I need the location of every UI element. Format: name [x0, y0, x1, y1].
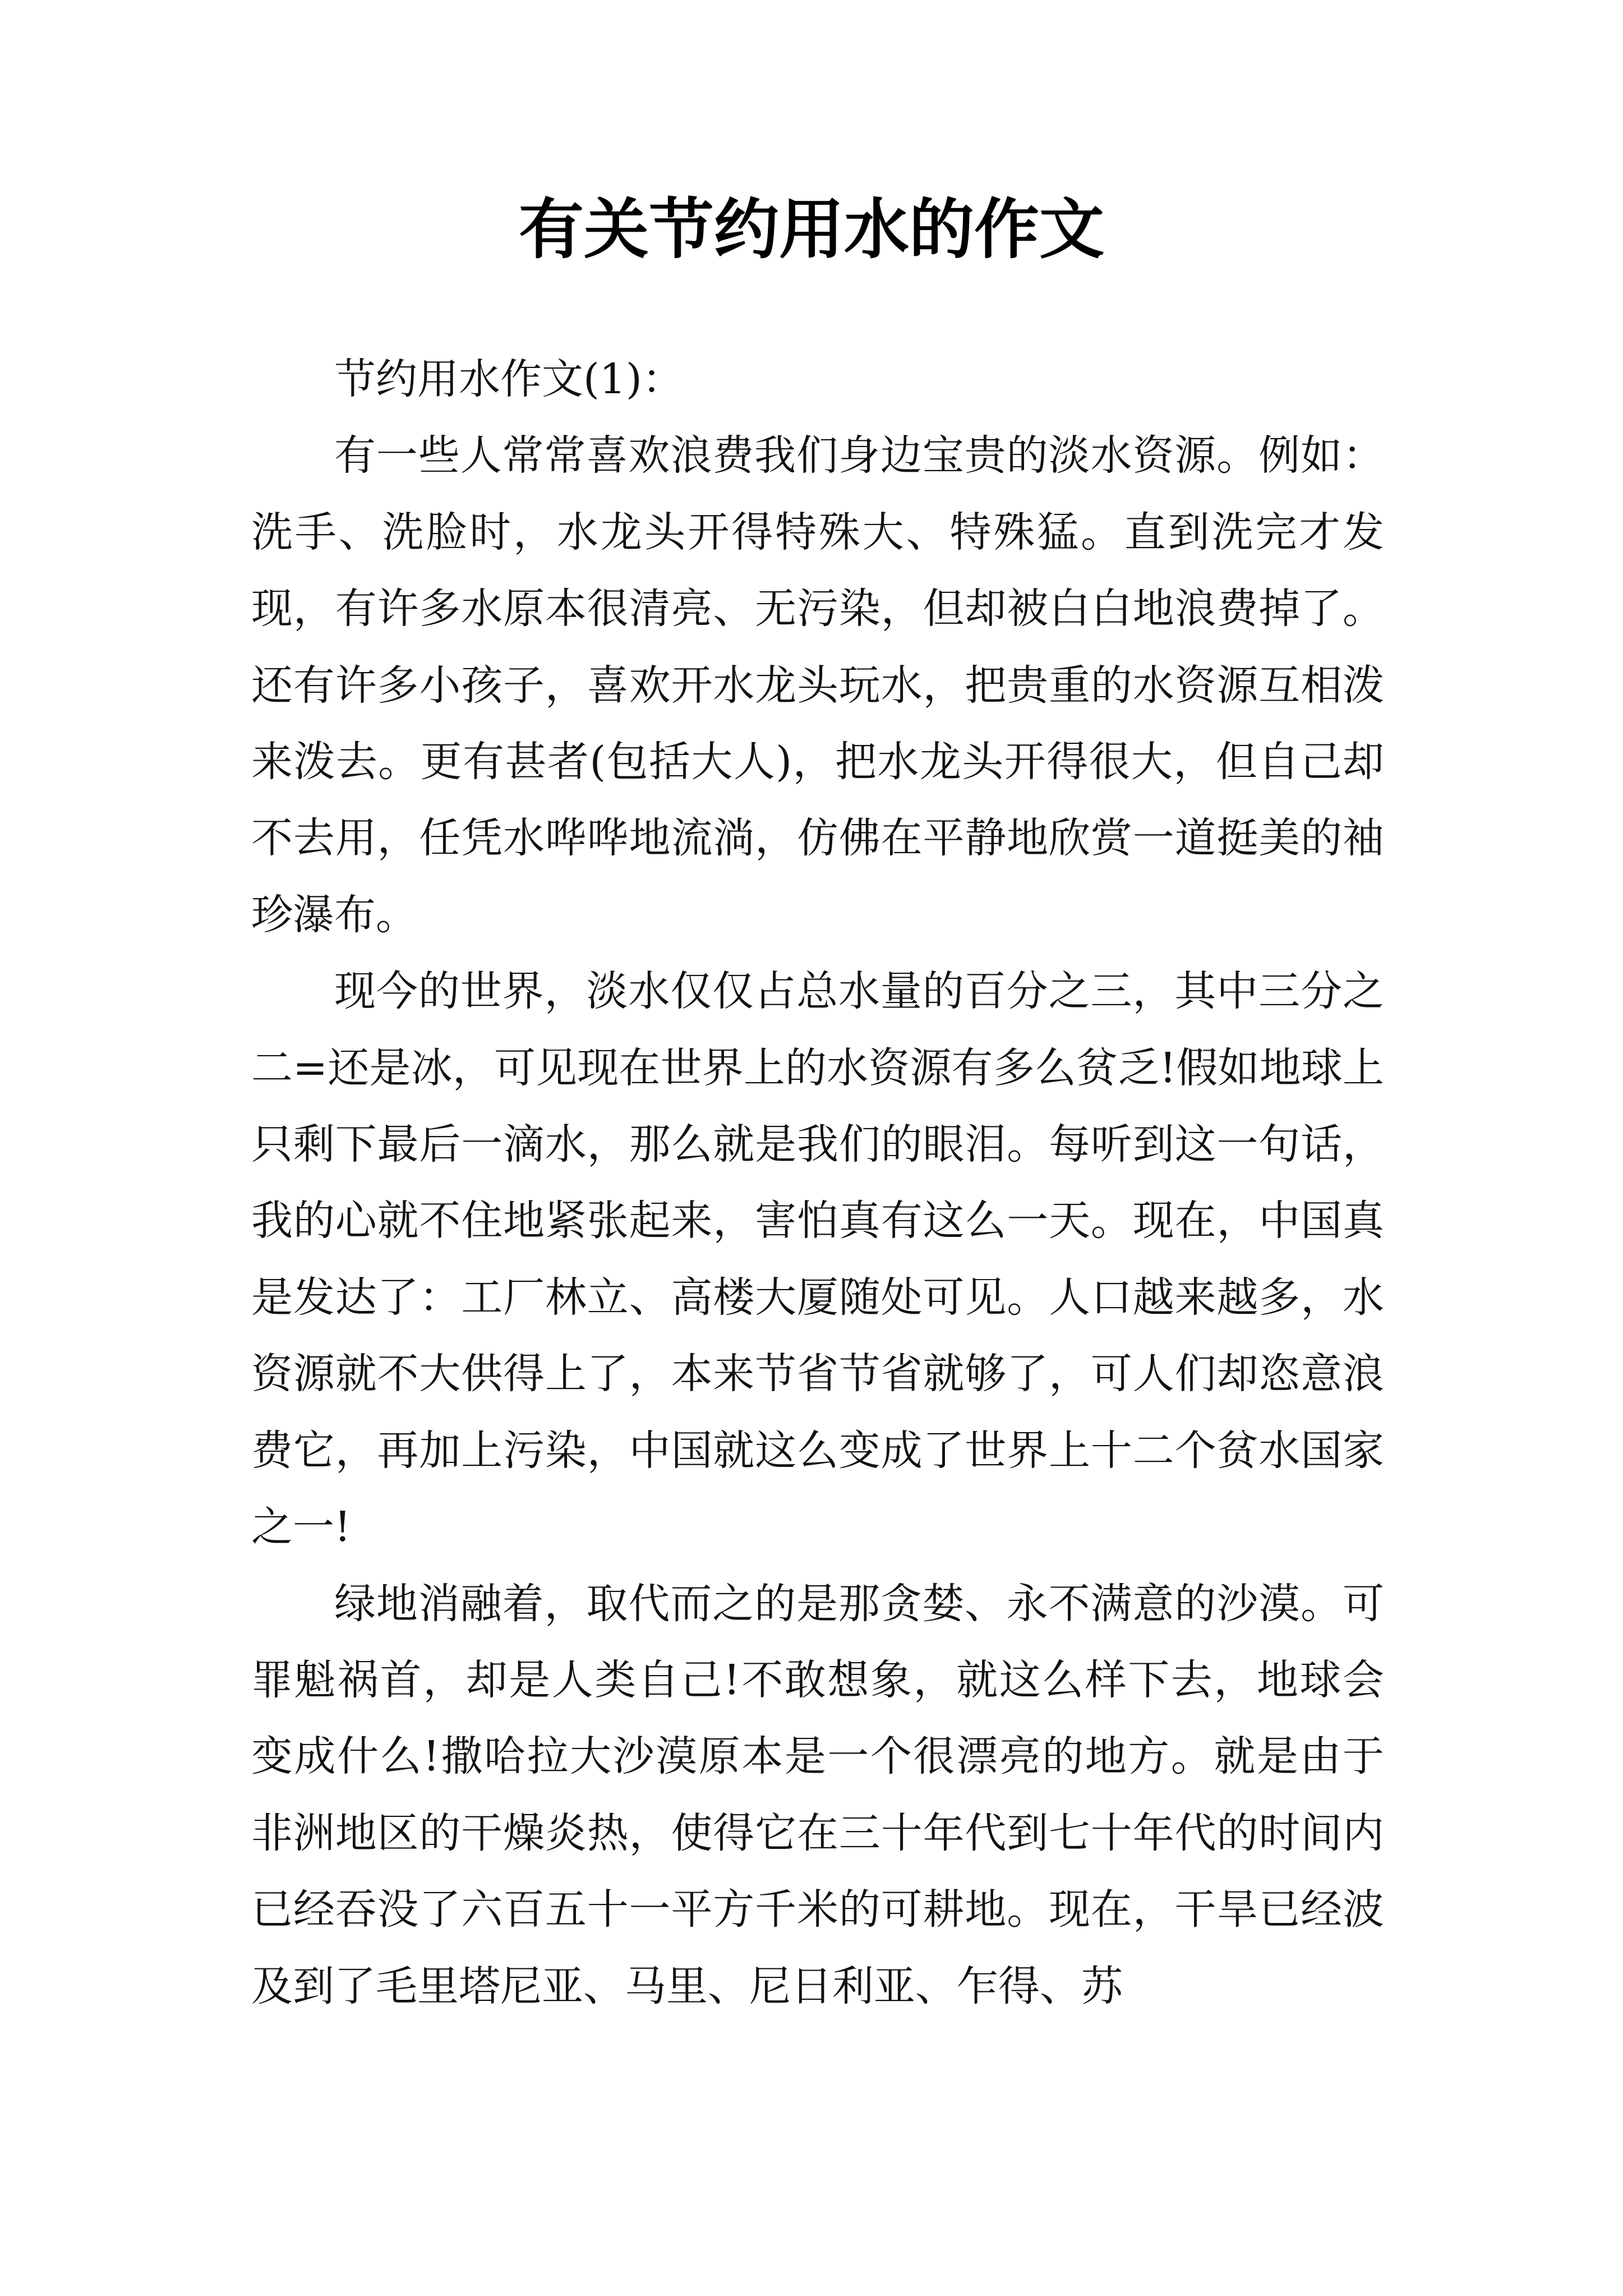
essay-heading: 节约用水作文(1)： [334, 355, 684, 403]
paragraph-2: 现今的世界，淡水仅仅占总水量的百分之三，其中三分之二=还是冰，可见现在世界上的水资源有多么贫乏!假如地球上只剩下最后一滴水，那么就是我们的眼泪。每听到这一句话，我的心就不住地紧张起来，害怕真有这么一天。现在，中国真是发达了：工厂林立、高楼大厦随处可见。人口越来越多，水资源就不大供得上了，本来节省节省就够了，可人们却恣意浪费它，再加上污染，中国就这么变成了世界上十二个贫水国家之一! [251, 967, 1384, 1552]
document-body [251, 341, 1384, 2024]
paragraph-1: 有一些人常常喜欢浪费我们身边宝贵的淡水资源。例如：洗手、洗脸时，水龙头开得特殊大、特殊猛。直到洗完才发现，有许多水原本很清亮、无污染，但却被白白地浪费掉了。还有许多小孩子，喜欢开水龙头玩水，把贵重的水资源互相泼来泼去。更有甚者(包括大人)，把水龙头开得很大，但自己却不去用，任凭水哗哗地流淌，仿佛在平静地欣赏一道挺美的袖珍瀑布。 [251, 431, 1384, 939]
document-title: 有关节约用水的作文 [519, 192, 1104, 268]
paragraph-3: 绿地消融着，取代而之的是那贪婪、永不满意的沙漠。可罪魁祸首，却是人类自己!不敢想象，就这么样下去，地球会变成什么!撒哈拉大沙漠原本是一个很漂亮的地方。就是由于非洲地区的干燥炎热，使得它在三十年代到七十年代的时间内已经吞没了六百五十一平方千米的可耕地。现在，干旱已经波及到了毛里塔尼亚、马里、尼日利亚、乍得、苏 [251, 1579, 1384, 2010]
